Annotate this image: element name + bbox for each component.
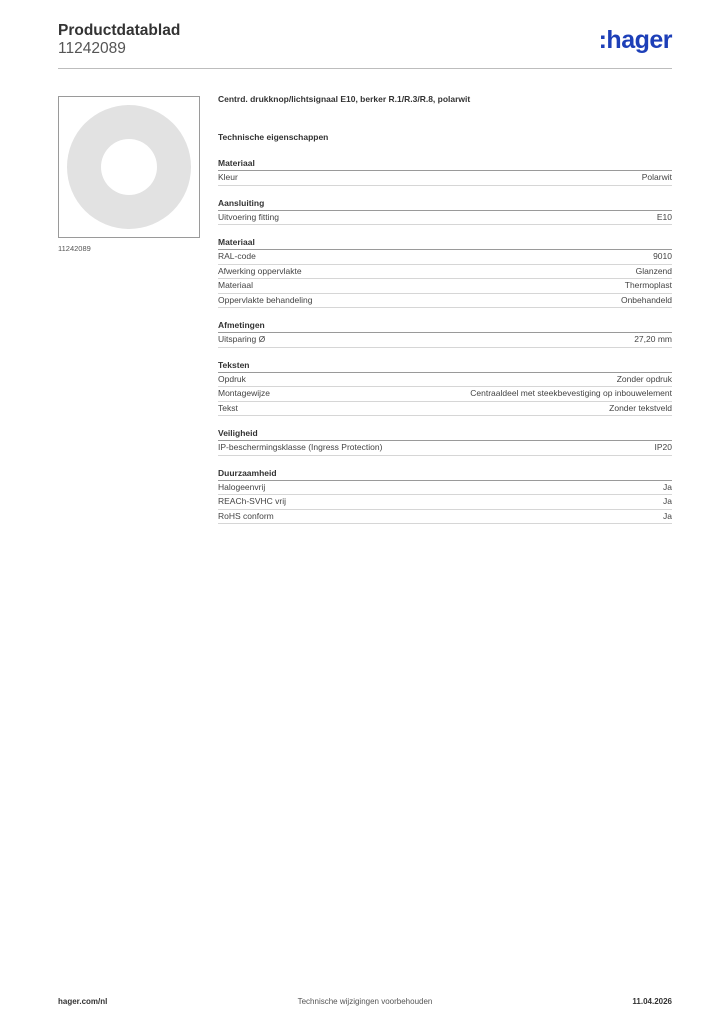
property-value: Ja [663, 510, 672, 521]
property-value: Zonder tekstveld [609, 402, 672, 413]
hager-logo: :hager [598, 26, 672, 54]
property-groups [218, 157, 672, 524]
group-title: Teksten [218, 359, 672, 373]
property-label: RoHS conform [218, 510, 274, 521]
property-group [218, 319, 672, 348]
ring-cover-image [59, 97, 199, 237]
property-group [218, 359, 672, 417]
property-row [218, 387, 672, 402]
property-value: Onbehandeld [620, 294, 672, 305]
property-label: Halogeenvrij [218, 481, 266, 492]
property-group [218, 236, 672, 308]
footer-date: 11.04.2026 [632, 997, 672, 1006]
property-row [218, 441, 672, 456]
property-label: Oppervlakte behandeling [218, 294, 313, 305]
property-value: Polarwit [641, 172, 672, 182]
property-label: Montagewijze [218, 388, 270, 398]
property-group [218, 467, 672, 525]
property-row [218, 510, 672, 525]
property-row [218, 279, 672, 294]
property-value: Thermoplast [624, 280, 672, 290]
property-label: RAL-code [218, 251, 256, 261]
page-header [58, 22, 672, 68]
property-label: Uitsparing Ø [218, 334, 266, 344]
group-title: Materiaal [218, 236, 672, 250]
property-row [218, 402, 672, 417]
property-value: 9010 [653, 251, 672, 261]
property-row [218, 333, 672, 348]
property-row [218, 265, 672, 280]
header-divider [58, 68, 672, 69]
group-title: Veiligheid [218, 427, 672, 441]
property-group [218, 427, 672, 456]
product-content [218, 94, 672, 535]
property-row [218, 495, 672, 510]
property-label: REACh-SVHC vrij [218, 496, 287, 506]
property-label: Tekst [218, 402, 238, 413]
property-row [218, 373, 672, 388]
image-caption: 11242089 [58, 244, 91, 253]
product-title: Centrd. drukknop/lichtsignaal E10, berker R.1/R.3/R.8, polarwit [218, 94, 471, 104]
property-label: Opdruk [218, 373, 246, 384]
group-title: Aansluiting [218, 197, 672, 211]
group-title: Materiaal [218, 157, 672, 171]
property-row [218, 171, 672, 186]
property-value: Centraaldeel met steekbevestiging op inbouwelement [470, 388, 672, 398]
property-group [218, 157, 672, 186]
footer-website: hager.com/nl [58, 997, 108, 1006]
property-value: Ja [663, 481, 672, 492]
property-row [218, 250, 672, 265]
group-title: Duurzaamheid [218, 467, 672, 481]
property-label: Uitvoering fitting [218, 211, 279, 222]
properties-heading: Technische eigenschappen [218, 132, 329, 142]
property-value: Ja [663, 496, 672, 506]
property-value: E10 [656, 211, 672, 222]
property-row [218, 481, 672, 496]
property-value: 27,20 mm [634, 334, 672, 344]
property-value: Zonder opdruk [616, 373, 672, 384]
property-label: IP-beschermingsklasse (Ingress Protection) [218, 442, 383, 452]
property-value: IP20 [654, 442, 672, 452]
property-row [218, 294, 672, 309]
property-label: Materiaal [218, 280, 253, 290]
property-value: Glanzend [635, 265, 672, 276]
document-number: 11242089 [58, 40, 126, 57]
property-label: Afwerking oppervlakte [218, 265, 302, 276]
footer-disclaimer: Technische wijzigingen voorbehouden [297, 997, 433, 1006]
document-title: Productdatablad [58, 22, 181, 39]
product-image [58, 96, 200, 238]
group-title: Afmetingen [218, 319, 672, 333]
property-group [218, 197, 672, 226]
property-row [218, 211, 672, 226]
page-footer [58, 997, 672, 1009]
property-label: Kleur [218, 172, 238, 182]
